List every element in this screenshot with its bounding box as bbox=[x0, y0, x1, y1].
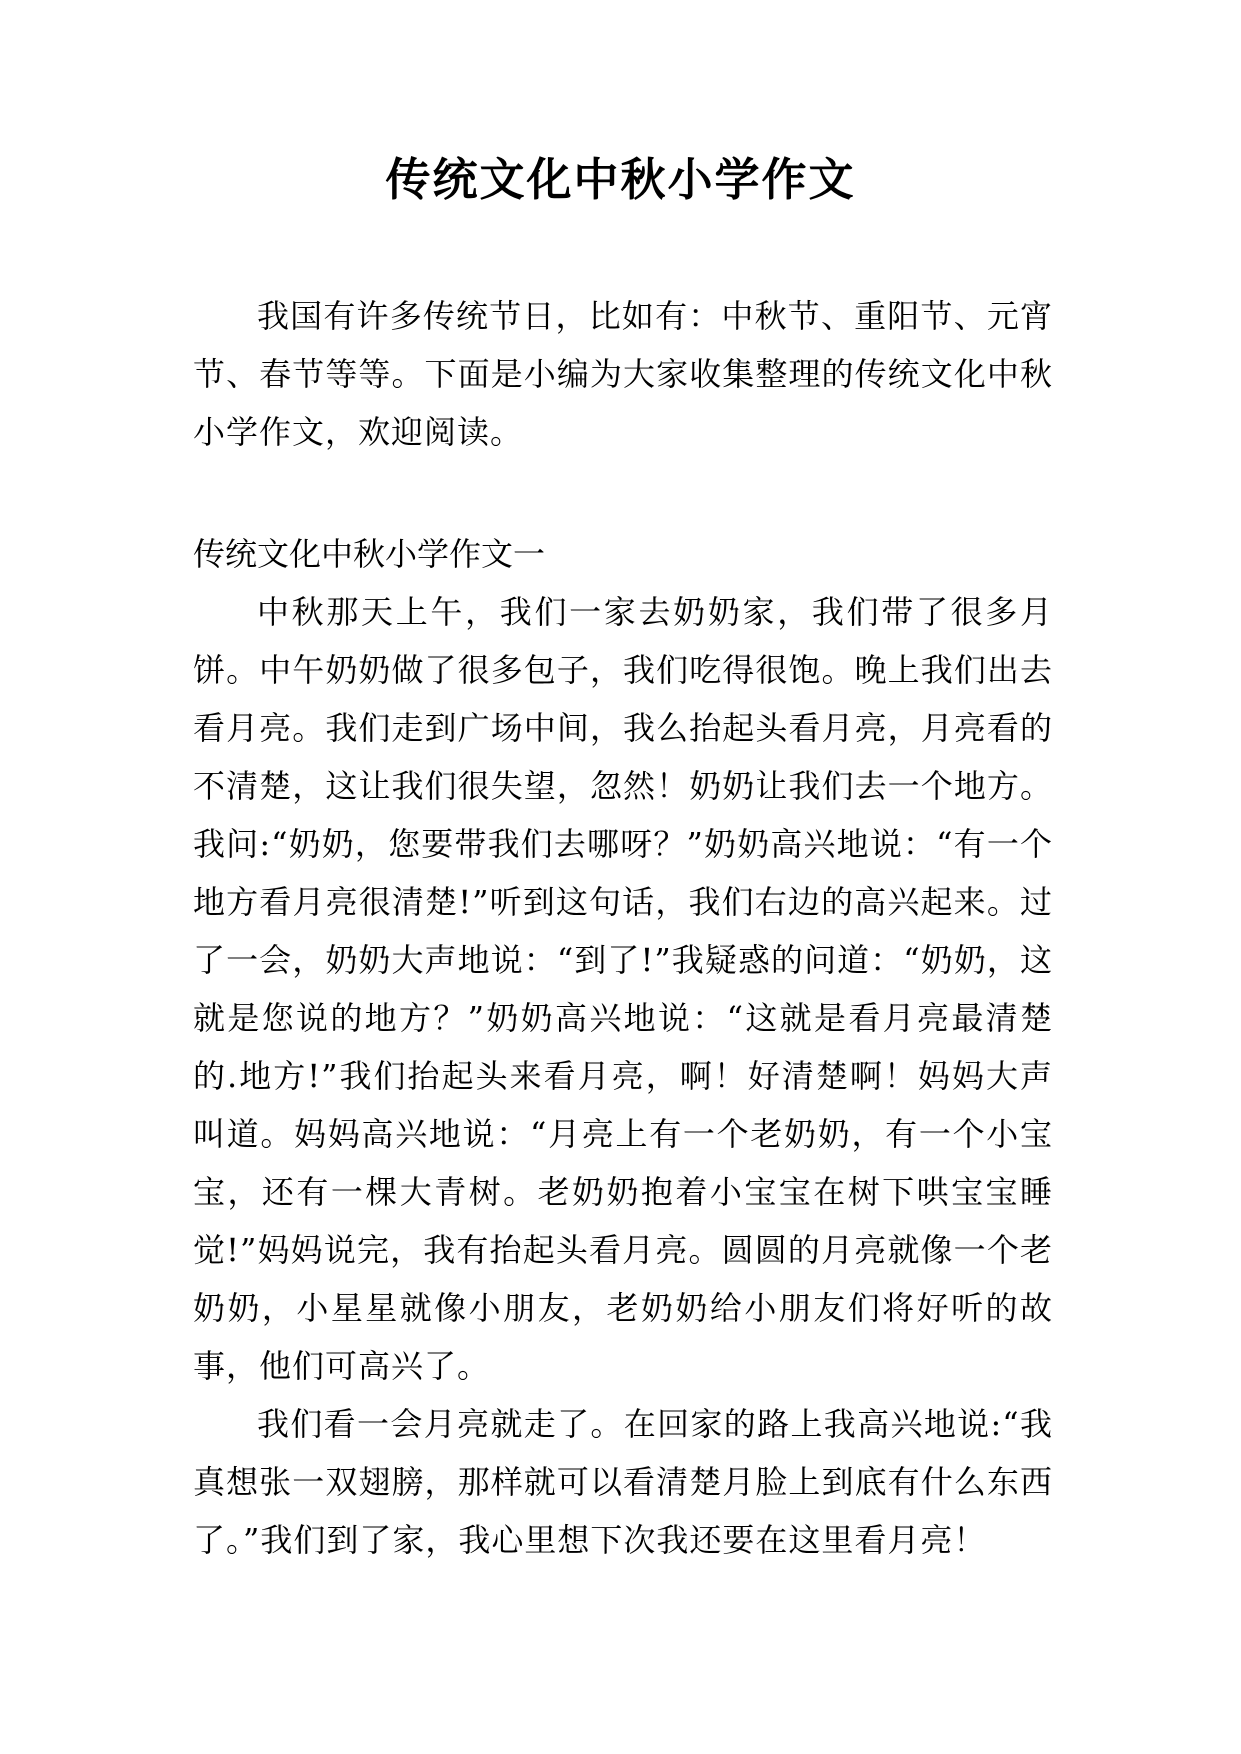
section-heading: 传统文化中秋小学作文一 bbox=[193, 535, 546, 573]
essay-paragraph-1: 中秋那天上午，我们一家去奶奶家，我们带了很多月饼。中午奶奶做了很多包子，我们吃得很饱。晚上我们出去看月亮。我们走到广场中间，我么抬起头看月亮，月亮看的不清楚，这让我们很失望，忽然！奶奶让我们去一个地方。我问:“奶奶，您要带我们去哪呀？”奶奶高兴地说：“有一个地方看月亮很清楚!”听到这句话，我们右边的高兴起来。过了一会，奶奶大声地说：“到了!”我疑惑的问道：“奶奶，这就是您说的地方？”奶奶高兴地说：“这就是看月亮最清楚的.地方!”我们抬起头来看月亮，啊！好清楚啊！妈妈大声叫道。妈妈高兴地说：“月亮上有一个老奶奶，有一个小宝宝，还有一棵大青树。老奶奶抱着小宝宝在树下哄宝宝睡觉!”妈妈说完，我有抬起头看月亮。圆圆的月亮就像一个老奶奶，小星星就像小朋友，老奶奶给小朋友们将好听的故事，他们可高兴了。 bbox=[193, 593, 1053, 1385]
document-title: 传统文化中秋小学作文 bbox=[385, 153, 856, 206]
essay-section bbox=[193, 525, 1053, 1569]
intro-block bbox=[193, 287, 1053, 461]
intro-paragraph: 我国有许多传统节日，比如有：中秋节、重阳节、元宵节、春节等等。下面是小编为大家收集整理的传统文化中秋小学作文，欢迎阅读。 bbox=[193, 297, 1053, 451]
essay-paragraph-2: 我们看一会月亮就走了。在回家的路上我高兴地说:“我真想张一双翅膀，那样就可以看清楚月脸上到底有什么东西了。”我们到了家，我心里想下次我还要在这里看月亮！ bbox=[193, 1405, 1053, 1559]
